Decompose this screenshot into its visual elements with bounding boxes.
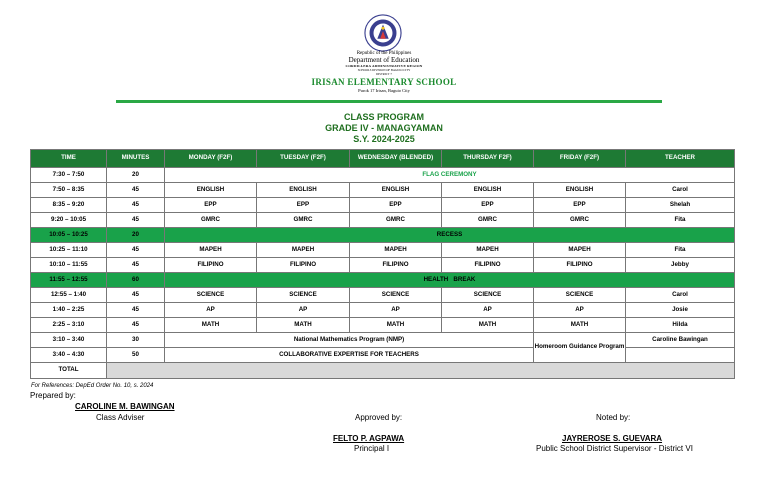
time-cell: 10:05 – 10:25 [31,228,107,243]
subject-cell: AP [257,303,350,318]
teacher-cell: Josie [626,303,735,318]
time-cell: 1:40 – 2:25 [31,303,107,318]
subject-cell: MATH [350,318,442,333]
republic-text: Republic of the Philippines [356,51,412,56]
col-header-time: TIME [31,150,107,168]
time-cell: 3:40 – 4:30 [31,348,107,363]
minutes-cell: 50 [107,348,165,363]
subject-cell: EPP [257,198,350,213]
teacher-cell: Carol [626,288,735,303]
health-break-row [31,273,735,288]
approved-by-label: Approved by: [355,413,403,422]
table-row [31,183,735,198]
time-cell: 7:30 – 7:50 [31,168,107,183]
teacher-cell: Caroline Bawingan [626,333,735,348]
minutes-cell: 45 [107,288,165,303]
col-header-tuesday: TUESDAY (F2F) [257,150,350,168]
health-break-cell: HEALTH BREAK [165,273,735,288]
col-header-monday: MONDAY (F2F) [165,150,257,168]
subject-cell: ENGLISH [257,183,350,198]
document-title: CLASS PROGRAM [343,112,424,122]
time-cell: 2:25 – 3:10 [31,318,107,333]
col-header-friday: FRIDAY (F2F) [534,150,626,168]
time-cell: 10:10 – 11:55 [31,258,107,273]
minutes-cell: 20 [107,168,165,183]
district-text: DISTRICT 7 [376,72,392,76]
table-row [31,168,735,183]
subject-cell: MAPEH [442,243,534,258]
time-cell: 8:35 – 9:20 [31,198,107,213]
col-header-teacher: TEACHER [626,150,735,168]
subject-cell: EPP [442,198,534,213]
subject-cell: ENGLISH [350,183,442,198]
minutes-cell: 45 [107,258,165,273]
teacher-cell: Fita [626,243,735,258]
subject-cell: MAPEH [350,243,442,258]
subject-cell: ENGLISH [534,183,626,198]
subject-cell: GMRC [165,213,257,228]
supervisor-name: JAYREROSE S. GUEVARA [562,434,663,443]
table-row [31,243,735,258]
subject-cell: FILIPINO [442,258,534,273]
collaborative-expertise-cell: COLLABORATIVE EXPERTISE FOR TEACHERS [165,348,534,363]
class-program-table [30,149,735,379]
region-text: CORDILLERA ADMINISTRATIVE REGION [345,64,423,68]
recess-cell: RECESS [165,228,735,243]
minutes-cell: 45 [107,198,165,213]
col-header-thursday: THURSDAY F2F) [442,150,534,168]
subject-cell: GMRC [534,213,626,228]
table-row [31,258,735,273]
teacher-cell: Hilda [626,318,735,333]
recess-row [31,228,735,243]
school-year: S.Y. 2024-2025 [353,134,415,144]
subject-cell: ENGLISH [165,183,257,198]
teacher-cell: Shelah [626,198,735,213]
adviser-name: CAROLINE M. BAWINGAN [75,402,175,411]
total-row [31,363,735,379]
time-cell: 7:50 – 8:35 [31,183,107,198]
teacher-cell: Carol [626,183,735,198]
teacher-cell: Jebby [626,258,735,273]
subject-cell: AP [442,303,534,318]
col-header-minutes: MINUTES [107,150,165,168]
nmp-program-cell: National Mathematics Program (NMP) [165,333,534,348]
school-address: Purok 17 Irisan, Baguio City [358,88,410,93]
subject-cell: MATH [534,318,626,333]
subject-cell: AP [350,303,442,318]
table-row [31,333,735,348]
minutes-cell: 45 [107,303,165,318]
principal-role: Principal I [354,444,390,453]
minutes-cell: 20 [107,228,165,243]
subject-cell: FILIPINO [534,258,626,273]
table-row [31,198,735,213]
subject-cell: SCIENCE [257,288,350,303]
homeroom-guidance-cell: Homeroom Guidance Program [534,333,626,363]
department-text: Department of Education [348,56,420,64]
supervisor-role: Public School District Supervisor - District VI [536,444,693,453]
subject-cell: MAPEH [165,243,257,258]
reference-note: For References: DepEd Order No. 10, s. 2024 [31,383,154,389]
time-cell: 3:10 – 3:40 [31,333,107,348]
subject-cell: GMRC [442,213,534,228]
minutes-cell: 30 [107,333,165,348]
table-row [31,303,735,318]
time-cell: 9:20 – 10:05 [31,213,107,228]
minutes-cell: 45 [107,213,165,228]
subject-cell: GMRC [257,213,350,228]
subject-cell: EPP [165,198,257,213]
time-cell: 12:55 – 1:40 [31,288,107,303]
subject-cell: MATH [165,318,257,333]
total-value-cell [107,363,735,379]
table-row [31,213,735,228]
time-cell: 11:55 – 12:55 [31,273,107,288]
minutes-cell: 45 [107,243,165,258]
adviser-role: Class Adviser [96,413,145,422]
subject-cell: GMRC [350,213,442,228]
school-name: IRISAN ELEMENTARY SCHOOL [311,77,457,87]
minutes-cell: 45 [107,318,165,333]
subject-cell: EPP [534,198,626,213]
subject-cell: MAPEH [257,243,350,258]
total-label: TOTAL [31,363,107,379]
prepared-by-label: Prepared by: [30,391,76,400]
table-row [31,288,735,303]
subject-cell: MATH [442,318,534,333]
subject-cell: FILIPINO [350,258,442,273]
col-header-wednesday: WEDNESDAY (BLENDED) [350,150,442,168]
flag-ceremony-cell: FLAG CEREMONY [165,168,735,183]
time-cell: 10:25 – 11:10 [31,243,107,258]
subject-cell: SCIENCE [534,288,626,303]
subject-cell: AP [165,303,257,318]
minutes-cell: 45 [107,183,165,198]
header-divider [116,100,662,103]
principal-name: FELTO P. AGPAWA [333,434,405,443]
minutes-cell: 60 [107,273,165,288]
subject-cell: SCIENCE [165,288,257,303]
subject-cell: SCIENCE [442,288,534,303]
grade-section: GRADE IV - MANAGYAMAN [325,123,443,133]
table-row [31,318,735,333]
subject-cell: MATH [257,318,350,333]
table-header-row [31,150,735,168]
teacher-cell [626,348,735,363]
subject-cell: FILIPINO [257,258,350,273]
subject-cell: ENGLISH [442,183,534,198]
table-row [31,348,735,363]
division-text: SCHOOLS DIVISION OF BAGUIO CITY [357,68,411,72]
deped-seal-logo [364,14,402,52]
subject-cell: SCIENCE [350,288,442,303]
subject-cell: EPP [350,198,442,213]
teacher-cell: Fita [626,213,735,228]
noted-by-label: Noted by: [596,413,631,422]
subject-cell: AP [534,303,626,318]
subject-cell: MAPEH [534,243,626,258]
subject-cell: FILIPINO [165,258,257,273]
